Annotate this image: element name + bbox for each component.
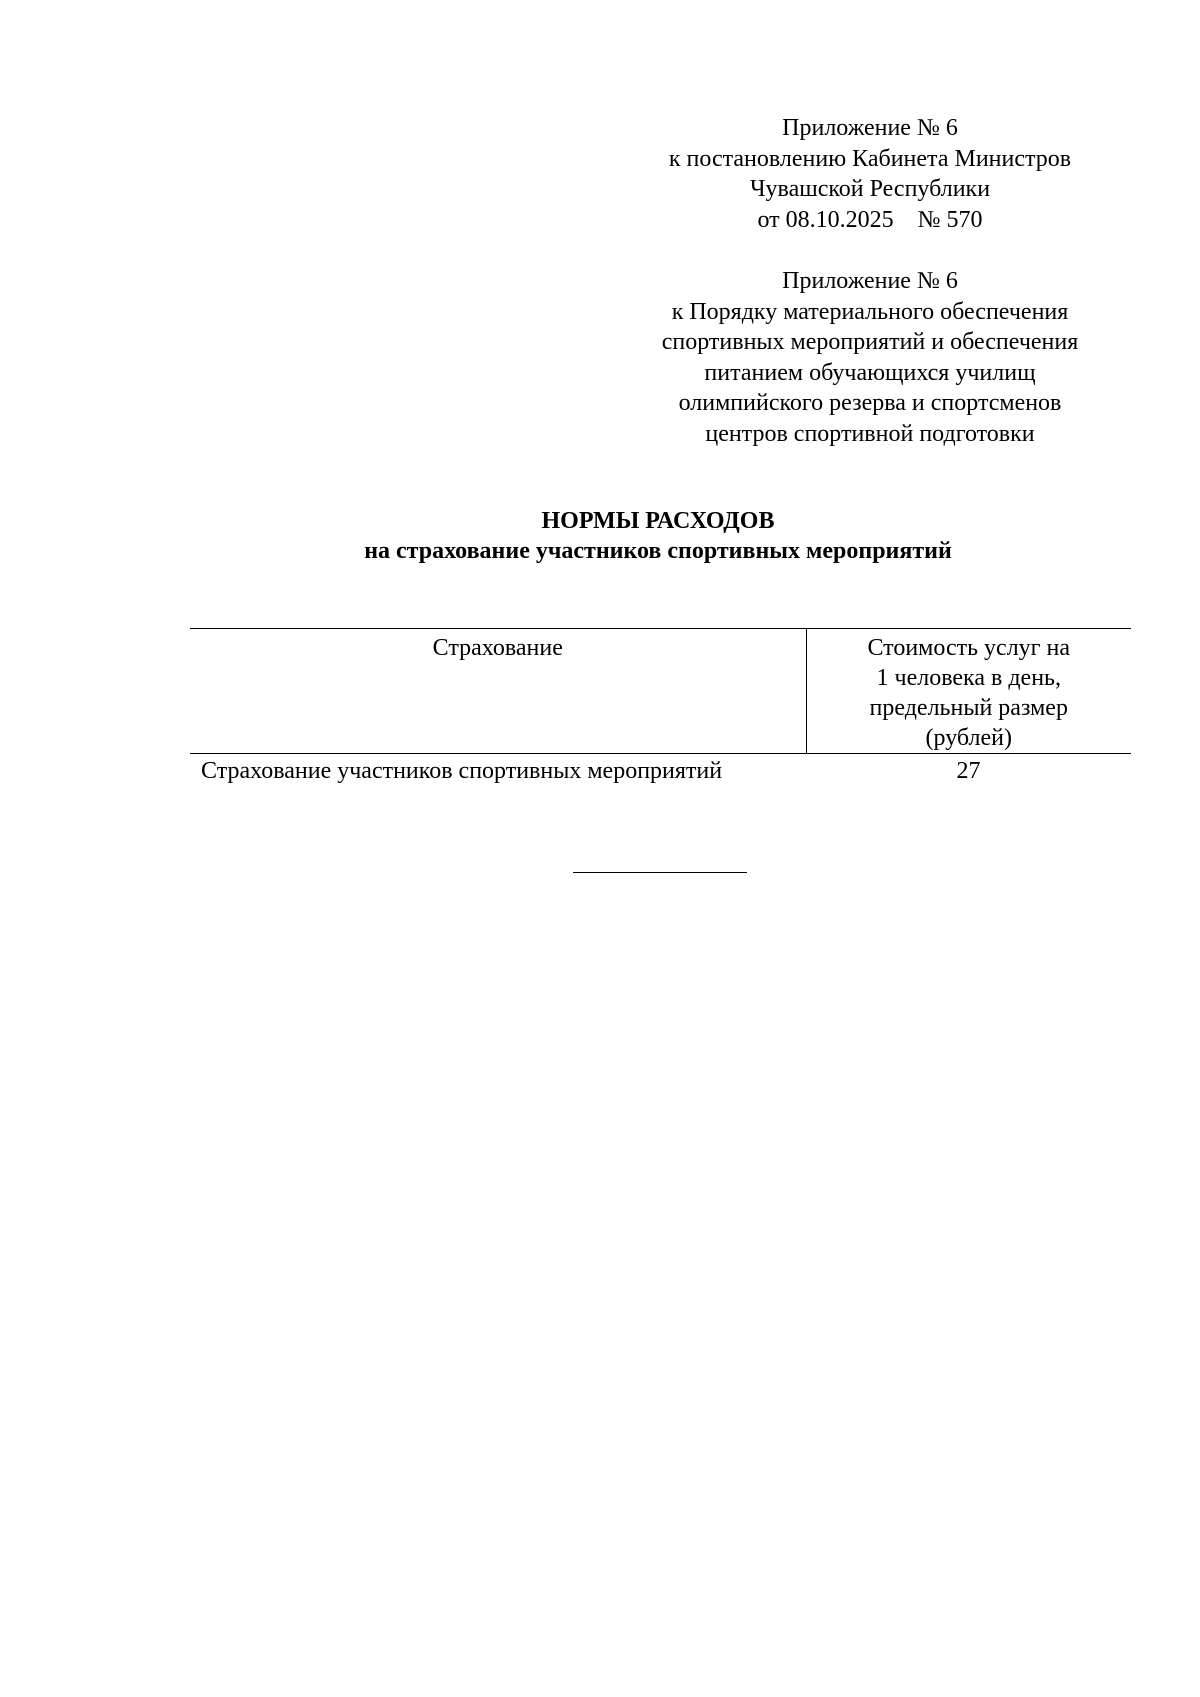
annex-decree-line: Чувашской Республики [749, 176, 991, 202]
header-cost-line: предельный размер [869, 695, 1068, 721]
header-cost [806, 629, 1131, 754]
title-main: НОРМЫ РАСХОДОВ [541, 508, 775, 534]
cell-insurance-type: Страхование участников спортивных мероприятий [201, 758, 723, 784]
header-cost-line: 1 человека в день, [876, 665, 1061, 691]
annex-order-reference [640, 266, 1100, 449]
annex-decree-line: Приложение № 6 [782, 115, 958, 141]
annex-order-line: питанием обучающихся училищ [704, 359, 1036, 386]
annex-order-line: к Порядку материального обеспечения [671, 298, 1069, 325]
end-divider-line [573, 872, 747, 873]
norms-table [190, 628, 1131, 786]
title-subtitle: на страхование участников спортивных мероприятий [364, 538, 952, 564]
table-row [190, 754, 1131, 787]
cell-cost-value: 27 [956, 758, 981, 784]
annex-order-line: Приложение № 6 [782, 268, 958, 294]
header-insurance: Страхование [190, 629, 806, 754]
annex-decree-line: от 08.10.2025 № 570 [757, 206, 983, 233]
annex-order-line: олимпийского резерва и спортсменов [678, 390, 1062, 416]
document-title [175, 506, 1141, 566]
table-header-row [190, 629, 1131, 754]
header-cost-line: (рублей) [925, 725, 1012, 751]
annex-order-line: спортивных мероприятий и обеспечения [661, 329, 1079, 355]
annex-order-line: центров спортивной подготовки [705, 420, 1035, 447]
annex-decree-line: к постановлению Кабинета Министров [668, 145, 1072, 172]
annex-decree-reference [640, 113, 1100, 235]
header-cost-line: Стоимость услуг на [867, 635, 1071, 661]
